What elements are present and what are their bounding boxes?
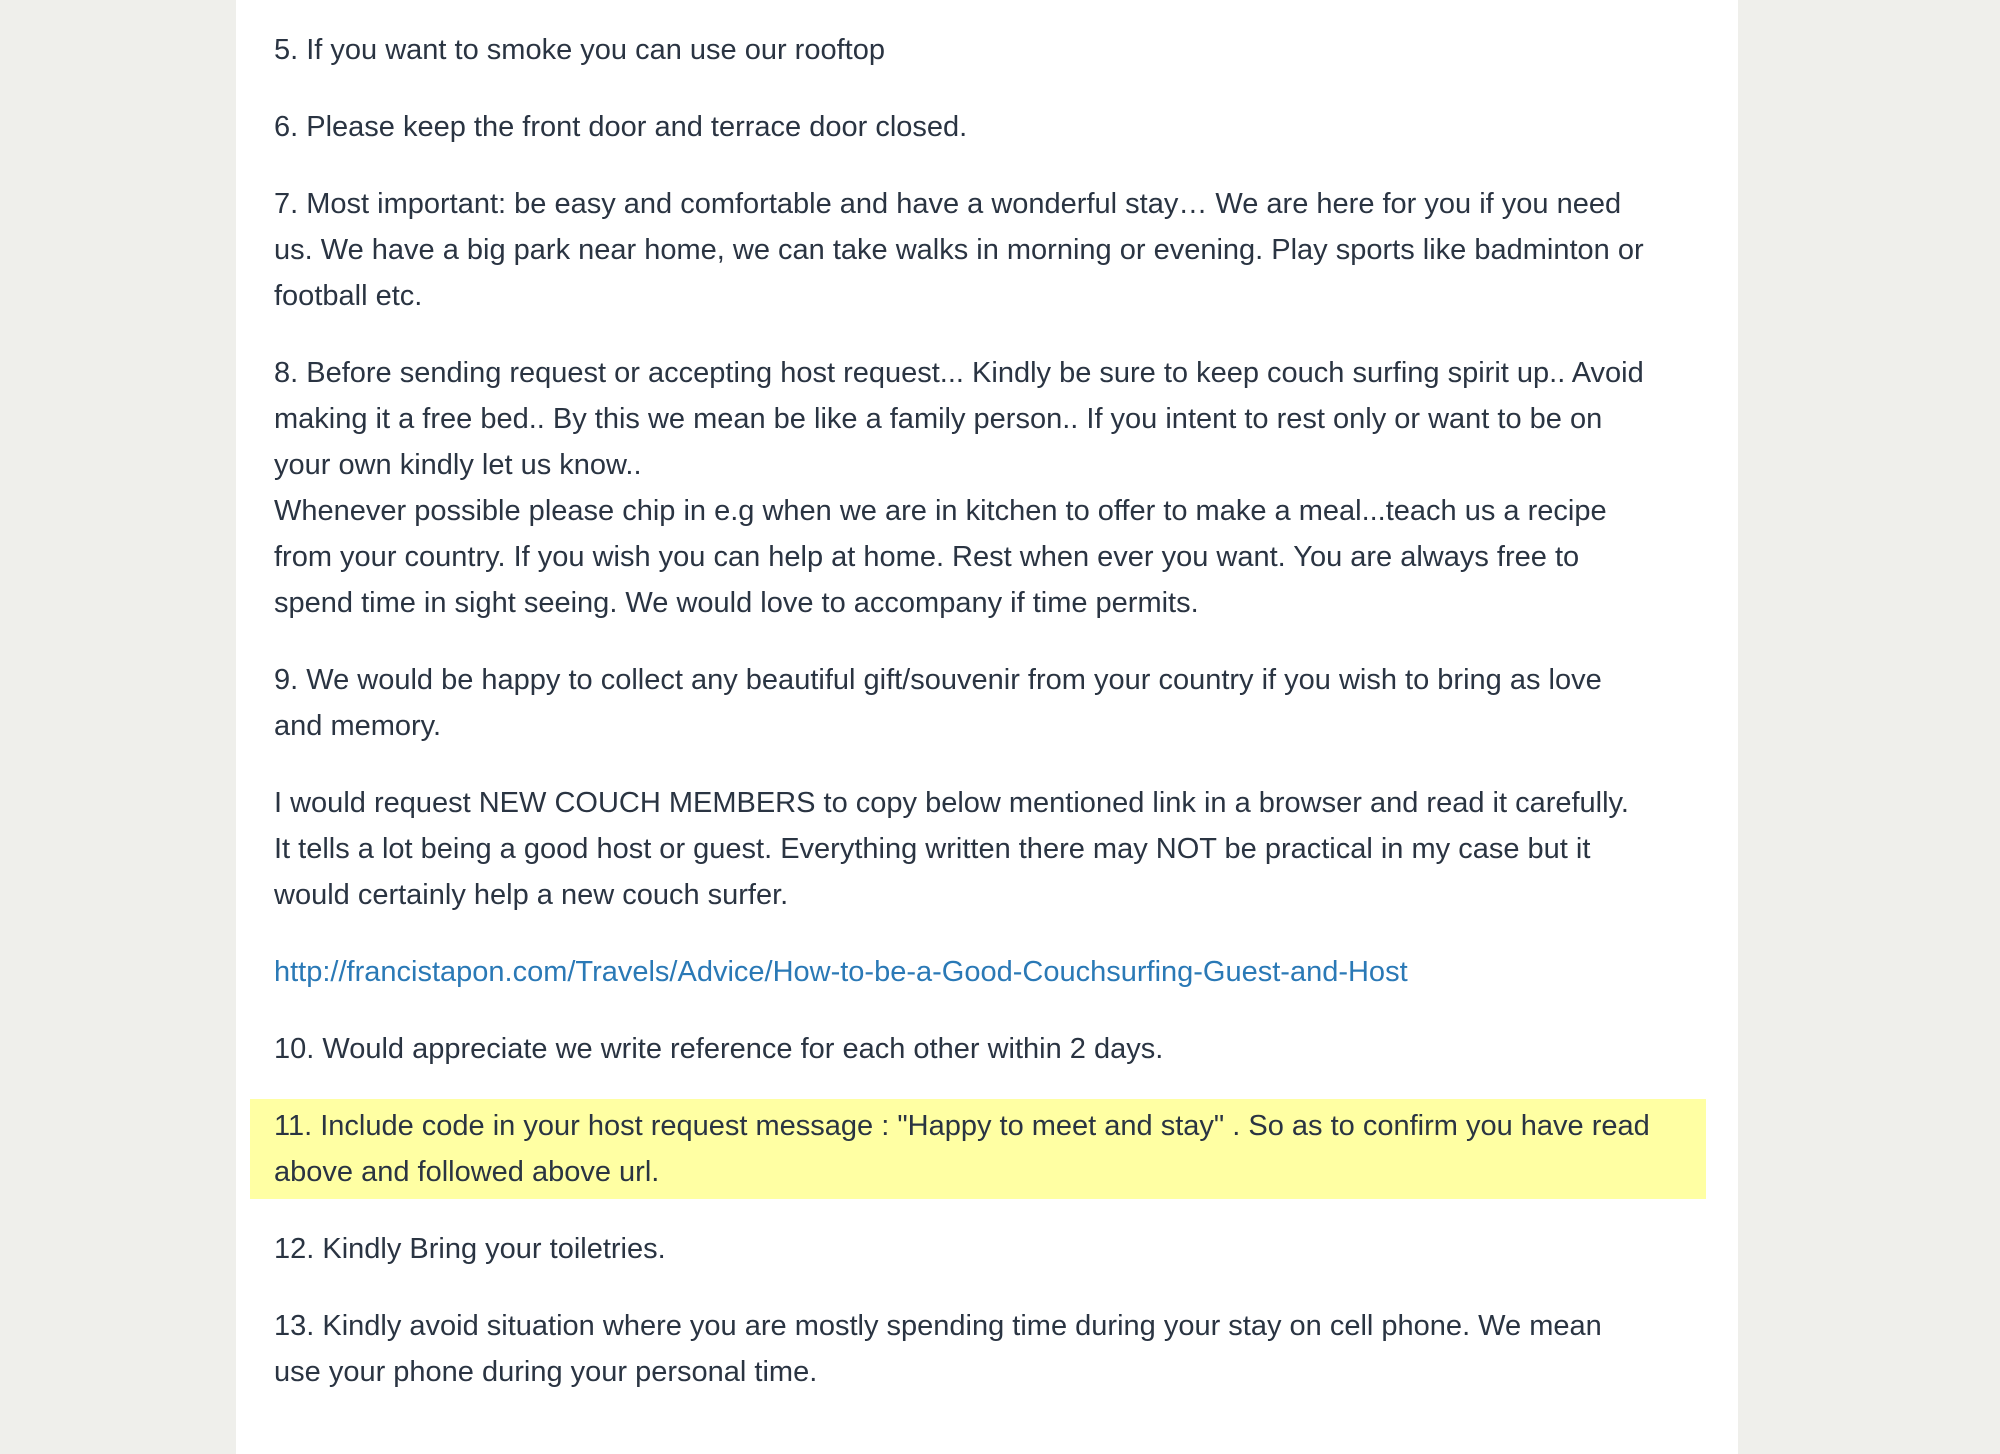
rule-9-line: 9. We would be happy to collect any beautiful gift/souvenir from your country if you wish to bring as love	[274, 664, 1602, 696]
rule-11-line: above and followed above url.	[274, 1156, 660, 1188]
rule-8-line: spend time in sight seeing. We would love to accompany if time permits.	[274, 587, 1199, 619]
rule-11-line: 11. Include code in your host request message : "Happy to meet and stay" . So as to confirm you have read	[274, 1110, 1650, 1142]
rule-7-line: 7. Most important: be easy and comfortable and have a wonderful stay… We are here for you if you need	[274, 188, 1622, 220]
rule-7-line: us. We have a big park near home, we can take walks in morning or evening. Play sports like badminton or	[274, 234, 1644, 266]
new-members-request	[274, 780, 1704, 918]
rule-11-highlighted	[250, 1099, 1706, 1199]
rule-13-line: use your phone during your personal time.	[274, 1356, 818, 1388]
rule-6	[274, 104, 1704, 150]
rule-13-line: 13. Kindly avoid situation where you are mostly spending time during your stay on cell phone. We mean	[274, 1310, 1602, 1342]
rule-12	[274, 1226, 1704, 1272]
rule-7	[274, 181, 1704, 319]
content-panel	[236, 0, 1738, 1454]
rule-9	[274, 657, 1704, 749]
rule-6-text: 6. Please keep the front door and terrace door closed.	[274, 111, 968, 143]
rule-10-text: 10. Would appreciate we write reference for each other within 2 days.	[274, 1033, 1164, 1065]
guide-link[interactable]: http://francistapon.com/Travels/Advice/How-to-be-a-Good-Couchsurfing-Guest-and-Host	[274, 956, 1408, 988]
rule-8-line: your own kindly let us know..	[274, 449, 642, 481]
request-line: would certainly help a new couch surfer.	[274, 879, 789, 911]
rule-8-line: from your country. If you wish you can help at home. Rest when ever you want. You are always free to	[274, 541, 1580, 573]
house-rules	[274, 0, 1704, 1426]
request-line: It tells a lot being a good host or guest. Everything written there may NOT be practical in my case but it	[274, 833, 1591, 865]
rule-5	[274, 27, 1704, 73]
rule-9-line: and memory.	[274, 710, 442, 742]
rule-5-text: 5. If you want to smoke you can use our rooftop	[274, 34, 885, 66]
rule-8-line: 8. Before sending request or accepting host request... Kindly be sure to keep couch surfing spirit up.. Avoid	[274, 357, 1644, 389]
rule-7-line: football etc.	[274, 280, 423, 312]
guide-link-paragraph	[274, 949, 1704, 995]
rule-8-line: making it a free bed.. By this we mean be like a family person.. If you intent to rest only or want to be on	[274, 403, 1603, 435]
rule-13	[274, 1303, 1704, 1395]
rule-8-line: Whenever possible please chip in e.g when we are in kitchen to offer to make a meal...teach us a recipe	[274, 495, 1607, 527]
rule-8	[274, 350, 1704, 626]
request-line: I would request NEW COUCH MEMBERS to copy below mentioned link in a browser and read it carefully.	[274, 787, 1629, 819]
rule-12-text: 12. Kindly Bring your toiletries.	[274, 1233, 666, 1265]
rule-10	[274, 1026, 1704, 1072]
